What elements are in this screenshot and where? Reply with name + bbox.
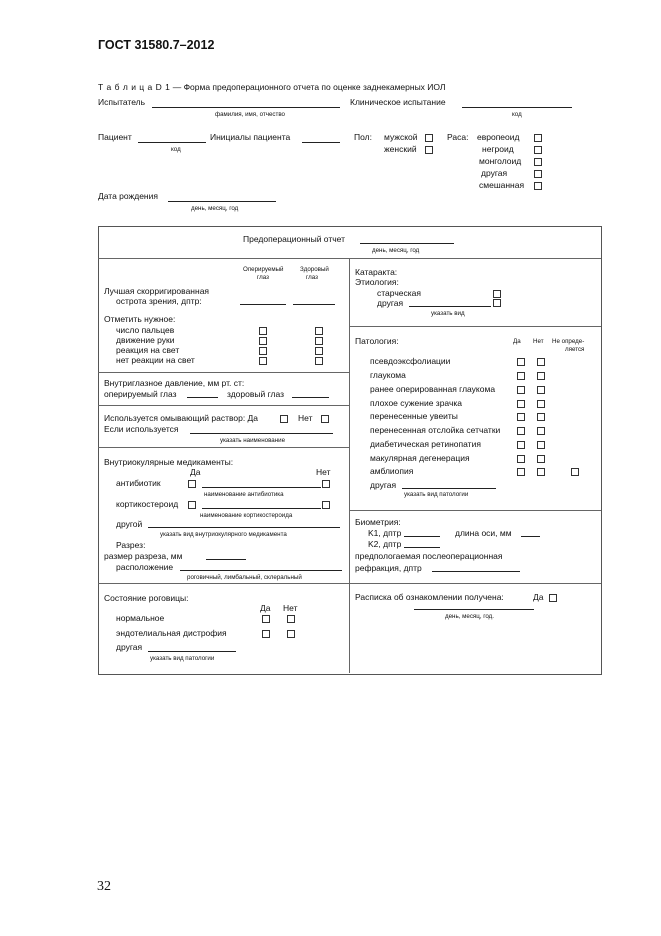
acuity-item: движение руки xyxy=(116,335,175,345)
pathology-no-checkbox[interactable] xyxy=(537,400,545,408)
patient-code-hint: код xyxy=(171,146,181,153)
sex-female-checkbox[interactable] xyxy=(425,146,433,154)
race-checkbox[interactable] xyxy=(534,158,542,166)
pathology-no-checkbox[interactable] xyxy=(537,441,545,449)
steroid-name-field[interactable] xyxy=(202,508,321,509)
pathology-yes-label: Да xyxy=(513,338,521,345)
cornea-yes-checkbox[interactable] xyxy=(262,615,270,623)
pathology-no-checkbox[interactable] xyxy=(537,468,545,476)
race-checkbox[interactable] xyxy=(534,182,542,190)
report-date-field[interactable] xyxy=(360,243,454,244)
acuity-item: реакция на свет xyxy=(116,345,180,355)
axis-label: длина оси, мм xyxy=(455,528,512,538)
cataract-senile-checkbox[interactable] xyxy=(493,290,501,298)
divider xyxy=(349,258,350,673)
acuity-item: число пальцев xyxy=(116,325,175,335)
clinical-field[interactable] xyxy=(462,107,572,108)
pathology-yes-checkbox[interactable] xyxy=(517,427,525,435)
pathology-no-checkbox[interactable] xyxy=(537,455,545,463)
acuity-label-2: острота зрения, дптр: xyxy=(116,296,202,306)
biometry-label: Биометрия: xyxy=(355,517,401,527)
pathology-item: глаукома xyxy=(370,370,406,380)
iop-operated-field[interactable] xyxy=(187,397,218,398)
dob-hint: день, месяц, год xyxy=(191,205,239,212)
cataract-other-field[interactable] xyxy=(409,306,491,307)
pathology-undetermined-label: Не опреде- xyxy=(552,338,585,345)
wash-name-field[interactable] xyxy=(190,433,333,434)
other-med-label: другой xyxy=(116,519,143,529)
meds-label: Внутриокулярные медикаменты: xyxy=(104,457,234,467)
cornea-yes-label: Да xyxy=(260,603,271,613)
race-checkbox[interactable] xyxy=(534,134,542,142)
race-option: негроид xyxy=(482,144,514,154)
acuity-healthy-field[interactable] xyxy=(293,304,335,305)
incision-size-label: размер разреза, мм xyxy=(104,551,183,561)
cornea-no-checkbox[interactable] xyxy=(287,630,295,638)
wash-no-checkbox[interactable] xyxy=(321,415,329,423)
cornea-item: нормальное xyxy=(116,613,165,623)
acuity-operated-checkbox[interactable] xyxy=(259,357,267,365)
pathology-item: ранее оперированная глаукома xyxy=(370,384,496,394)
tester-field[interactable] xyxy=(152,107,340,108)
cornea-no-checkbox[interactable] xyxy=(287,615,295,623)
k1-field[interactable] xyxy=(404,536,440,537)
k2-label: K2, дптр xyxy=(368,539,402,549)
pathology-yes-checkbox[interactable] xyxy=(517,441,525,449)
acuity-operated-checkbox[interactable] xyxy=(259,337,267,345)
iop-operated-label: оперируемый глаз xyxy=(104,389,177,399)
pathology-undetermined-checkbox[interactable] xyxy=(571,468,579,476)
sex-label: Пол: xyxy=(354,132,372,142)
pathology-other-label: другая xyxy=(370,480,397,490)
race-option: другая xyxy=(481,168,508,178)
refraction-label: предпологаемая послеоперационная xyxy=(355,551,503,561)
cornea-item: другая xyxy=(116,642,143,652)
steroid-no-checkbox[interactable] xyxy=(322,501,330,509)
page-number: 32 xyxy=(97,879,111,894)
caption-prefix: Т а б л и ц а D 1 xyxy=(98,82,171,92)
location-field[interactable] xyxy=(180,570,342,571)
wash-hint: указать наименование xyxy=(220,437,286,444)
refraction-label-2: рефракция, дптр xyxy=(355,563,422,573)
steroid-hint: наименование кортикостероида xyxy=(200,512,293,519)
pathology-no-label: Нет xyxy=(533,338,544,345)
clinical-code-hint: код xyxy=(512,111,522,118)
sex-male-checkbox[interactable] xyxy=(425,134,433,142)
iop-label: Внутриглазное давление, мм рт. ст: xyxy=(104,378,245,388)
antibiotic-label: антибиотик xyxy=(116,478,161,488)
col-healthy-2: глаз xyxy=(306,274,318,281)
sex-female-label: женский xyxy=(384,144,417,154)
pathology-no-checkbox[interactable] xyxy=(537,358,545,366)
pathology-yes-checkbox[interactable] xyxy=(517,413,525,421)
refraction-field[interactable] xyxy=(432,571,520,572)
meds-no-label: Нет xyxy=(316,467,331,477)
cataract-senile-label: старческая xyxy=(377,288,421,298)
pathology-yes-checkbox[interactable] xyxy=(517,372,525,380)
race-checkbox[interactable] xyxy=(534,170,542,178)
wash-label: Используется омывающий раствор: Да xyxy=(104,413,259,423)
receipt-yes-label: Да xyxy=(533,592,544,602)
tester-hint: фамилия, имя, отчество xyxy=(215,111,285,118)
pathology-no-checkbox[interactable] xyxy=(537,427,545,435)
sex-male-label: мужской xyxy=(384,132,418,142)
race-option: смешанная xyxy=(479,180,525,190)
k2-field[interactable] xyxy=(404,547,440,548)
steroid-label: кортикостероид xyxy=(116,499,179,509)
acuity-healthy-checkbox[interactable] xyxy=(315,347,323,355)
dob-field[interactable] xyxy=(168,201,276,202)
mark-label: Отметить нужное: xyxy=(104,314,176,324)
cataract-label: Катаракта: xyxy=(355,267,398,277)
receipt-label: Расписка об ознакомлении получена: xyxy=(355,592,504,602)
etiology-label: Этиология: xyxy=(355,277,399,287)
acuity-label: Лучшая скорригированная xyxy=(104,286,210,296)
iop-healthy-label: здоровый глаз xyxy=(227,389,284,399)
cornea-yes-checkbox[interactable] xyxy=(262,630,270,638)
other-med-field[interactable] xyxy=(148,527,340,528)
location-label: расположение xyxy=(116,562,174,572)
cornea-hint: указать вид патологии xyxy=(150,655,215,662)
k1-label: K1, дптр xyxy=(368,528,402,538)
acuity-operated-field[interactable] xyxy=(240,304,286,305)
pathology-yes-checkbox[interactable] xyxy=(517,455,525,463)
other-med-hint: указать вид внутриокулярного медикамента xyxy=(160,531,287,538)
pathology-other-field[interactable] xyxy=(402,488,496,489)
pathology-undetermined-label-2: ляется xyxy=(565,346,585,353)
cornea-no-label: Нет xyxy=(283,603,298,613)
receipt-yes-checkbox[interactable] xyxy=(549,594,557,602)
col-operated: Оперируемый xyxy=(243,266,284,273)
pathology-yes-checkbox[interactable] xyxy=(517,468,525,476)
race-option: монголоид xyxy=(479,156,522,166)
pathology-no-checkbox[interactable] xyxy=(537,386,545,394)
cataract-other-checkbox[interactable] xyxy=(493,299,501,307)
report-label: Предоперационный отчет xyxy=(243,234,345,244)
pathology-item: перенесенная отслойка сетчатки xyxy=(370,425,501,435)
acuity-healthy-checkbox[interactable] xyxy=(315,327,323,335)
antibiotic-name-field[interactable] xyxy=(202,487,321,488)
pathology-label: Патология: xyxy=(355,336,399,346)
wash-yes-checkbox[interactable] xyxy=(280,415,288,423)
dob-label: Дата рождения xyxy=(98,191,158,201)
pathology-item: псевдоэксфолиации xyxy=(370,356,451,366)
cornea-label: Состояние роговицы: xyxy=(104,593,189,603)
patient-label: Пациент xyxy=(98,132,132,142)
acuity-healthy-checkbox[interactable] xyxy=(315,337,323,345)
initials-field[interactable] xyxy=(302,142,340,143)
antibiotic-hint: наименование антибиотика xyxy=(204,491,284,498)
acuity-operated-checkbox[interactable] xyxy=(259,347,267,355)
cornea-other-field[interactable] xyxy=(148,651,236,652)
acuity-operated-checkbox[interactable] xyxy=(259,327,267,335)
clinical-label: Клиническое испытание xyxy=(350,97,446,107)
antibiotic-yes-checkbox[interactable] xyxy=(188,480,196,488)
divider xyxy=(98,583,349,584)
col-operated-2: глаз xyxy=(257,274,269,281)
incision-size-field[interactable] xyxy=(206,559,246,560)
axis-field[interactable] xyxy=(521,536,540,537)
pathology-item: макулярная дегенерация xyxy=(370,453,470,463)
antibiotic-no-checkbox[interactable] xyxy=(322,480,330,488)
table-caption xyxy=(98,82,446,92)
race-label: Раса: xyxy=(447,132,469,142)
incision-label: Разрез: xyxy=(116,540,146,550)
initials-label: Инициалы пациента xyxy=(210,132,291,142)
report-hint: день, месяц, год xyxy=(372,247,420,254)
receipt-date-field[interactable] xyxy=(414,609,534,610)
pathology-no-checkbox[interactable] xyxy=(537,413,545,421)
divider xyxy=(349,326,601,327)
receipt-hint: день, месяц, год. xyxy=(445,613,495,620)
race-checkbox[interactable] xyxy=(534,146,542,154)
cornea-item: эндотелиальная дистрофия xyxy=(116,628,227,638)
cataract-hint: указать вид xyxy=(431,310,465,317)
acuity-healthy-checkbox[interactable] xyxy=(315,357,323,365)
pathology-item: диабетическая ретинопатия xyxy=(370,439,481,449)
pathology-yes-checkbox[interactable] xyxy=(517,400,525,408)
location-hint: роговичный, лимбальный, склеральный xyxy=(187,574,302,581)
wash-if-used: Если используется xyxy=(104,424,179,434)
meds-yes-label: Да xyxy=(190,467,201,477)
divider xyxy=(98,405,349,406)
pathology-item: амблиопия xyxy=(370,466,414,476)
document-standard: ГОСТ 31580.7–2012 xyxy=(98,38,215,52)
divider xyxy=(98,372,349,373)
caption-text: — Форма предоперационного отчета по оценке заднекамерных ИОЛ xyxy=(170,82,446,92)
pathology-item: плохое сужение зрачка xyxy=(370,398,463,408)
race-option: европеоид xyxy=(477,132,520,142)
tester-label: Испытатель xyxy=(98,97,146,107)
pathology-hint: указать вид патологии xyxy=(404,491,469,498)
cataract-other-label: другая xyxy=(377,298,404,308)
steroid-yes-checkbox[interactable] xyxy=(188,501,196,509)
divider xyxy=(349,510,601,511)
iop-healthy-field[interactable] xyxy=(292,397,329,398)
wash-no-label: Нет xyxy=(298,413,313,423)
divider xyxy=(98,447,349,448)
pathology-yes-checkbox[interactable] xyxy=(517,358,525,366)
col-healthy: Здоровый xyxy=(300,266,329,273)
pathology-no-checkbox[interactable] xyxy=(537,372,545,380)
acuity-item: нет реакции на свет xyxy=(116,355,195,365)
pathology-yes-checkbox[interactable] xyxy=(517,386,525,394)
pathology-item: перенесенные увеиты xyxy=(370,411,458,421)
patient-field[interactable] xyxy=(138,142,206,143)
divider xyxy=(349,583,601,584)
